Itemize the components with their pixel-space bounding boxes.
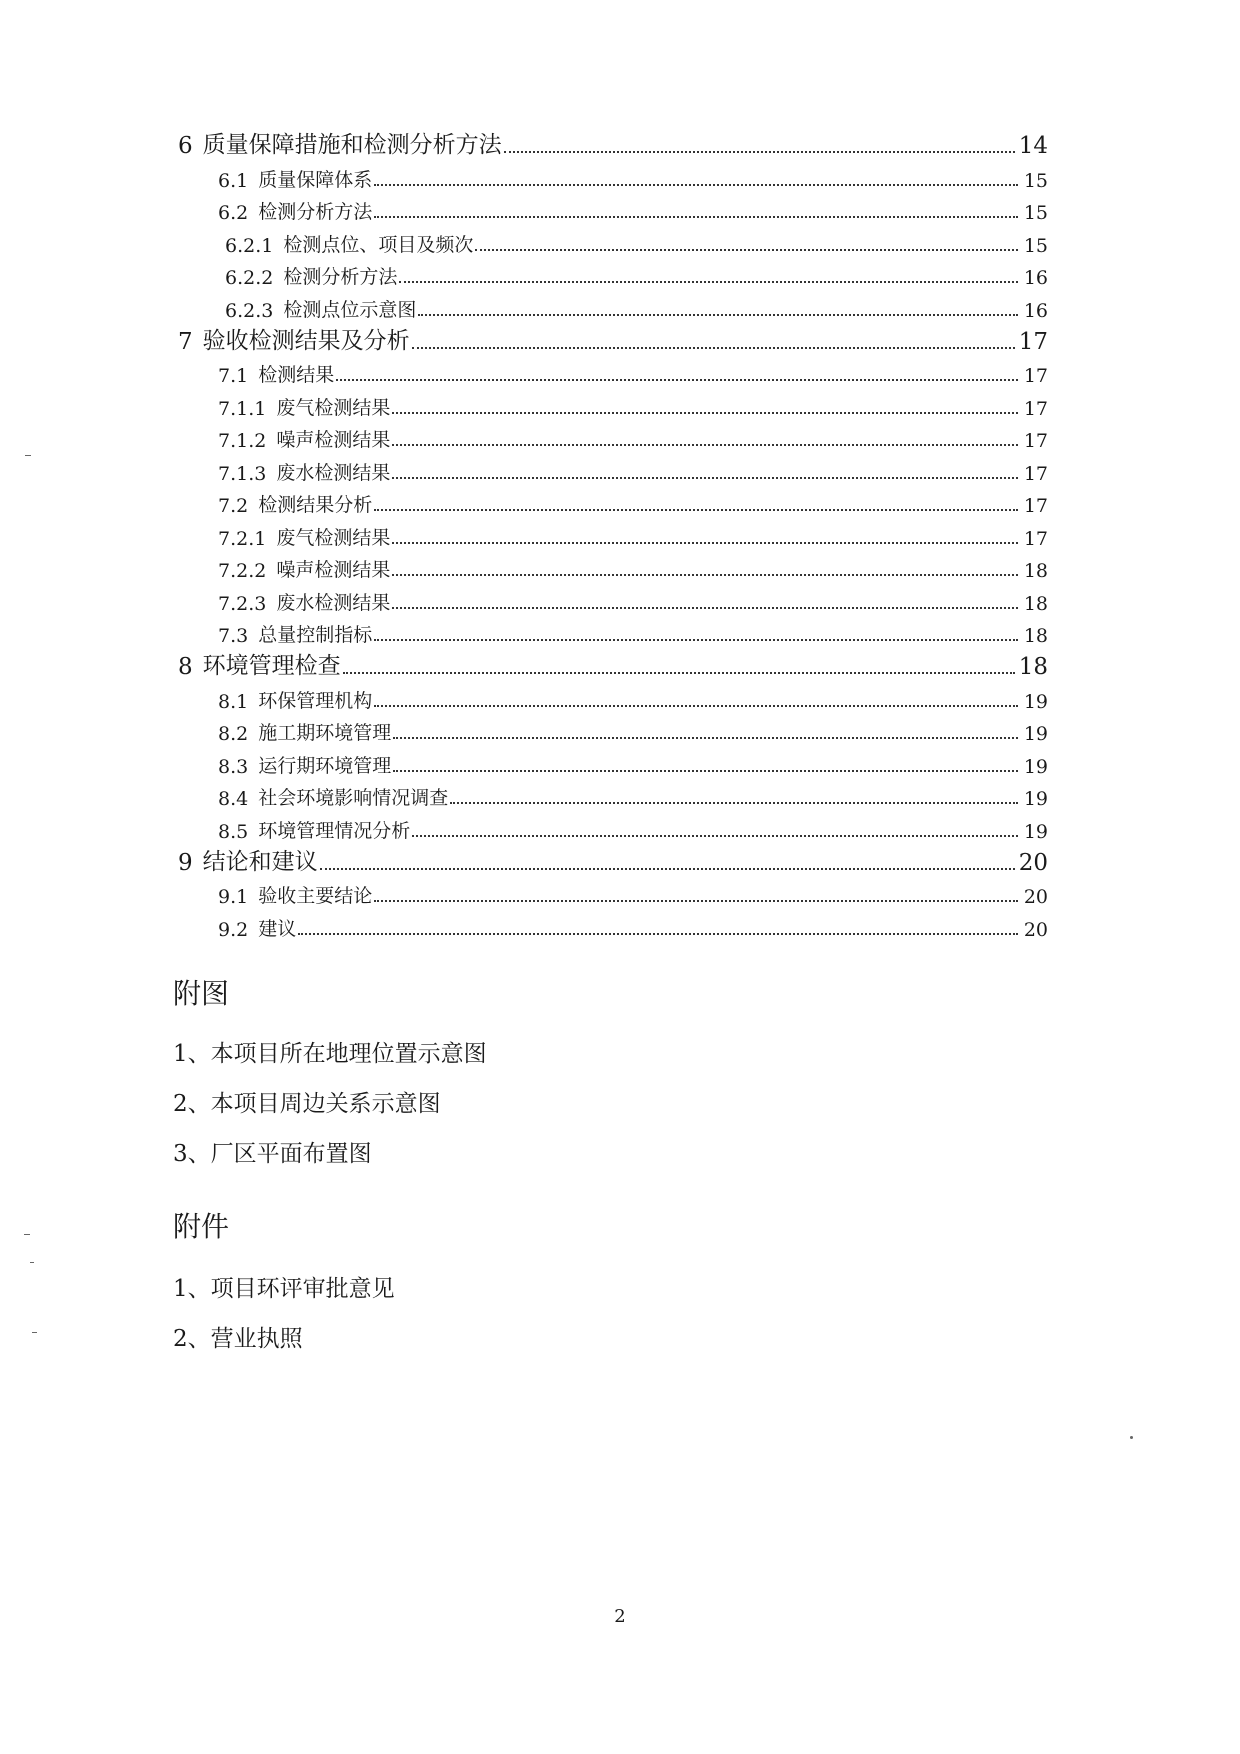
toc-entry-title: 结论和建议 xyxy=(202,848,318,875)
toc-entry-number: 8 xyxy=(178,654,193,680)
toc-entry-title: 废水检测结果 xyxy=(276,461,391,484)
toc-entry-title: 环境管理检查 xyxy=(202,653,341,679)
toc-entry-number: 7.1.1 xyxy=(218,397,267,420)
toc-dot-leader xyxy=(374,184,1018,186)
toc-entry-number: 8.2 xyxy=(218,723,249,745)
toc-dot-leader xyxy=(392,607,1018,609)
toc-dot-leader xyxy=(343,672,1015,674)
toc-entry xyxy=(178,257,1048,290)
attachments-heading: 附件 xyxy=(173,1210,230,1243)
attachment-item-2: 2、营业执照 xyxy=(173,1326,303,1352)
toc-entry-title: 建议 xyxy=(258,917,297,940)
figures-heading: 附图 xyxy=(173,977,230,1010)
toc-dot-leader xyxy=(374,705,1018,707)
toc-entry-page: 17 xyxy=(1023,430,1048,452)
toc-entry-number: 7.2.3 xyxy=(218,592,267,615)
toc-entry-page: 17 xyxy=(1023,462,1048,485)
toc-entry-page: 17 xyxy=(1023,527,1048,550)
toc-dot-leader xyxy=(450,802,1018,804)
toc-dot-leader xyxy=(392,574,1018,576)
toc-entry-title: 废水检测结果 xyxy=(276,591,391,614)
toc-entry-number: 7 xyxy=(178,328,193,355)
toc-entry-title: 废气检测结果 xyxy=(276,396,391,419)
toc-entry-number: 8.4 xyxy=(218,788,249,810)
toc-entry xyxy=(178,810,1048,843)
toc-entry xyxy=(178,843,1048,876)
toc-entry-title: 验收检测结果及分析 xyxy=(202,327,410,354)
toc-dot-leader xyxy=(374,216,1018,218)
toc-entry-number: 9.1 xyxy=(218,886,249,908)
toc-entry-page: 20 xyxy=(1018,849,1048,876)
toc-entry-number: 6.2.1 xyxy=(225,234,274,257)
toc-entry-page: 15 xyxy=(1023,234,1048,257)
toc-entry xyxy=(178,680,1048,713)
figure-item-1: 1、本项目所在地理位置示意图 xyxy=(173,1041,487,1067)
toc-entry-title: 检测分析方法 xyxy=(258,201,373,223)
toc-entry xyxy=(178,126,1048,159)
toc-dot-leader xyxy=(475,249,1018,251)
toc-entry-number: 6.2.3 xyxy=(225,299,274,322)
toc-dot-leader xyxy=(392,477,1018,479)
toc-entry-page: 18 xyxy=(1023,592,1048,615)
toc-entry-number: 8.3 xyxy=(218,755,249,778)
toc-entry-number: 7.2.1 xyxy=(218,527,267,550)
toc-entry-number: 6.2.2 xyxy=(225,267,274,289)
toc-entry xyxy=(178,876,1048,909)
toc-entry-title: 质量保障体系 xyxy=(258,168,373,191)
toc-entry-page: 17 xyxy=(1023,397,1048,420)
figure-item-3: 3、厂区平面布置图 xyxy=(173,1141,372,1167)
toc-entry-title: 施工期环境管理 xyxy=(258,722,392,744)
toc-entry-page: 19 xyxy=(1023,820,1048,843)
toc-dot-leader xyxy=(392,542,1018,544)
toc-entry-title: 环境管理情况分析 xyxy=(258,819,411,842)
scan-mark xyxy=(32,1332,37,1333)
attachment-item-1: 1、项目环评审批意见 xyxy=(173,1276,395,1302)
toc-entry-page: 17 xyxy=(1023,365,1048,387)
toc-entry xyxy=(178,420,1048,453)
toc-dot-leader xyxy=(412,347,1015,349)
toc-entry-page: 16 xyxy=(1023,299,1048,322)
toc-entry-number: 7.2.2 xyxy=(218,560,267,582)
toc-entry xyxy=(178,908,1048,941)
toc-entry-number: 7.3 xyxy=(218,625,249,647)
toc-entry-page: 15 xyxy=(1023,202,1048,224)
toc-entry-page: 20 xyxy=(1023,886,1048,908)
toc-entry-page: 18 xyxy=(1018,654,1048,680)
table-of-contents xyxy=(178,126,1048,941)
toc-entry-number: 6.1 xyxy=(218,169,249,192)
toc-entry xyxy=(178,582,1048,615)
toc-entry xyxy=(178,289,1048,322)
toc-entry-title: 质量保障措施和检测分析方法 xyxy=(202,132,502,158)
toc-dot-leader xyxy=(374,900,1018,902)
toc-entry-number: 7.2 xyxy=(218,495,249,517)
page-number: 2 xyxy=(614,1606,626,1627)
toc-entry-title: 检测点位示意图 xyxy=(283,298,417,321)
toc-entry-number: 9.2 xyxy=(218,918,249,941)
toc-dot-leader xyxy=(374,509,1018,511)
scan-mark xyxy=(25,455,31,456)
toc-entry-number: 9 xyxy=(178,849,193,876)
toc-entry-title: 社会环境影响情况调查 xyxy=(258,787,449,809)
toc-entry-number: 7.1 xyxy=(218,365,249,387)
toc-entry xyxy=(178,778,1048,811)
toc-entry-number: 8.1 xyxy=(218,690,249,713)
toc-entry xyxy=(178,387,1048,420)
toc-entry-number: 7.1.3 xyxy=(218,462,267,485)
toc-entry-page: 19 xyxy=(1023,755,1048,778)
toc-entry xyxy=(178,745,1048,778)
scan-mark xyxy=(30,1262,34,1263)
figure-item-2: 2、本项目周边关系示意图 xyxy=(173,1091,441,1117)
scan-mark xyxy=(24,1234,30,1235)
toc-entry-number: 8.5 xyxy=(218,820,249,843)
toc-entry-number: 6.2 xyxy=(218,202,249,224)
toc-entry-number: 7.1.2 xyxy=(218,430,267,452)
scan-dot xyxy=(1130,1436,1133,1439)
toc-dot-leader xyxy=(336,379,1018,381)
toc-entry-title: 运行期环境管理 xyxy=(258,754,392,777)
toc-entry-page: 17 xyxy=(1018,328,1048,355)
toc-entry-number: 6 xyxy=(178,133,193,159)
toc-dot-leader xyxy=(504,151,1015,153)
toc-entry-title: 检测结果 xyxy=(258,364,335,386)
toc-entry xyxy=(178,452,1048,485)
toc-entry-page: 15 xyxy=(1023,169,1048,192)
toc-entry-title: 检测分析方法 xyxy=(283,266,398,288)
toc-dot-leader xyxy=(418,314,1018,316)
toc-entry-title: 总量控制指标 xyxy=(258,624,373,646)
toc-entry-page: 19 xyxy=(1023,723,1048,745)
toc-entry xyxy=(178,355,1048,388)
toc-entry-page: 18 xyxy=(1023,625,1048,647)
toc-entry xyxy=(178,322,1048,355)
toc-entry xyxy=(178,159,1048,192)
toc-dot-leader xyxy=(393,770,1018,772)
toc-entry-title: 检测点位、项目及频次 xyxy=(283,233,474,256)
toc-entry-page: 18 xyxy=(1023,560,1048,582)
toc-entry-page: 19 xyxy=(1023,690,1048,713)
toc-entry-page: 16 xyxy=(1023,267,1048,289)
toc-entry-title: 噪声检测结果 xyxy=(276,429,391,451)
toc-dot-leader xyxy=(392,412,1018,414)
toc-entry xyxy=(178,647,1048,680)
toc-entry-title: 环保管理机构 xyxy=(258,689,373,712)
toc-entry-page: 14 xyxy=(1018,133,1048,159)
toc-entry-title: 检测结果分析 xyxy=(258,494,373,516)
toc-dot-leader xyxy=(393,737,1018,739)
toc-entry xyxy=(178,517,1048,550)
toc-dot-leader xyxy=(392,444,1018,446)
toc-entry-page: 20 xyxy=(1023,918,1048,941)
toc-entry-page: 17 xyxy=(1023,495,1048,517)
toc-dot-leader xyxy=(374,639,1018,641)
toc-entry xyxy=(178,615,1048,648)
toc-dot-leader xyxy=(412,835,1018,837)
toc-dot-leader xyxy=(399,281,1018,283)
toc-entry-title: 验收主要结论 xyxy=(258,885,373,907)
toc-dot-leader xyxy=(320,868,1015,870)
toc-entry xyxy=(178,192,1048,225)
toc-entry xyxy=(178,224,1048,257)
toc-entry-page: 19 xyxy=(1023,788,1048,810)
toc-entry xyxy=(178,713,1048,746)
toc-entry-title: 噪声检测结果 xyxy=(276,559,391,581)
toc-entry-title: 废气检测结果 xyxy=(276,526,391,549)
toc-entry xyxy=(178,485,1048,518)
toc-entry xyxy=(178,550,1048,583)
toc-dot-leader xyxy=(298,933,1018,935)
